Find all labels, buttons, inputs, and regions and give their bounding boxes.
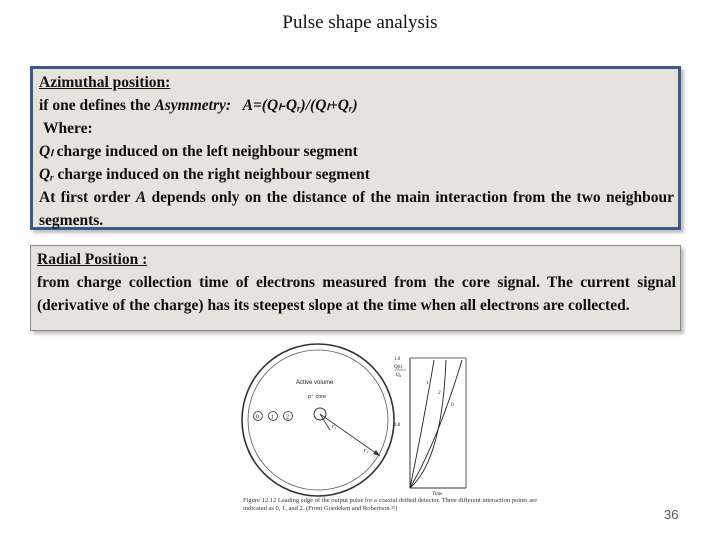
figure-caption: Figure 12.12 Leading edge of the output pulse for a coaxial drifted detector. Three different interaction points are indicated as 0, 1, and 2. (From Goedeken and Robertson.²¹) [243,497,538,512]
radius-r2 [320,414,380,456]
x-axis-label: Time [432,492,443,497]
first-order-paragraph [39,186,678,232]
pulse-plot [394,357,466,497]
curve-label: 2 [438,390,441,396]
page-number: 36 [664,507,679,522]
radius-arrowhead [373,450,380,456]
y-axis-denominator: Q₀ [396,373,402,378]
curve-label: 0 [451,402,454,408]
interaction-points [254,412,293,421]
radial-heading: Radial Position : [37,251,148,268]
core-label: p⁺ core [308,394,327,400]
radial-text: from charge collection time of electrons measured from the core signal. The current signal (derivative of the charge) has its steepest slope at the time when all electrons are collected. [37,274,676,314]
azimuthal-box [30,66,681,230]
pulse-curve-0 [410,360,462,488]
ql-text: charge induced on the left neighbour segment [56,143,358,160]
ql-line [39,140,678,163]
asymmetry-term: Asymmetry: [154,97,232,114]
y-tick-top: 1.0 [394,357,401,362]
qr-symbol: Qᵣ [39,166,54,183]
interaction-point-label: 2 [286,414,289,421]
first-order-text: depends only on the distance of the main interaction from the two neighbour segments. [39,189,675,229]
qr-line [39,163,678,186]
asymmetry-line [39,94,678,117]
where-label: Where: [43,120,93,137]
radial-box [30,245,681,331]
first-order-symbol: A [135,189,147,206]
interaction-point-label: 1 [271,414,274,421]
pulse-curve-1 [410,360,434,488]
y-axis-label: Q(t) [394,365,403,370]
asymmetry-formula: A=(Qₗ-Qᵣ)/(Qₗ+Qᵣ) [242,97,358,114]
first-order-prefix: At first order [39,189,131,206]
r2-label: r₂ [364,448,369,454]
qr-text: charge induced on the right neighbour segment [57,166,370,183]
ql-symbol: Qₗ [39,143,53,160]
slide-title: Pulse shape analysis [282,12,438,33]
azimuthal-heading: Azimuthal position: [39,74,171,91]
curve-label: 1 [426,380,429,386]
asymmetry-prefix: if one defines the [39,97,151,114]
interaction-point-label: 0 [256,414,259,421]
y-tick-mid: 0.8 [394,423,401,428]
r1-label: r₁ [332,424,337,430]
active-volume-label: Active volume [296,380,334,386]
